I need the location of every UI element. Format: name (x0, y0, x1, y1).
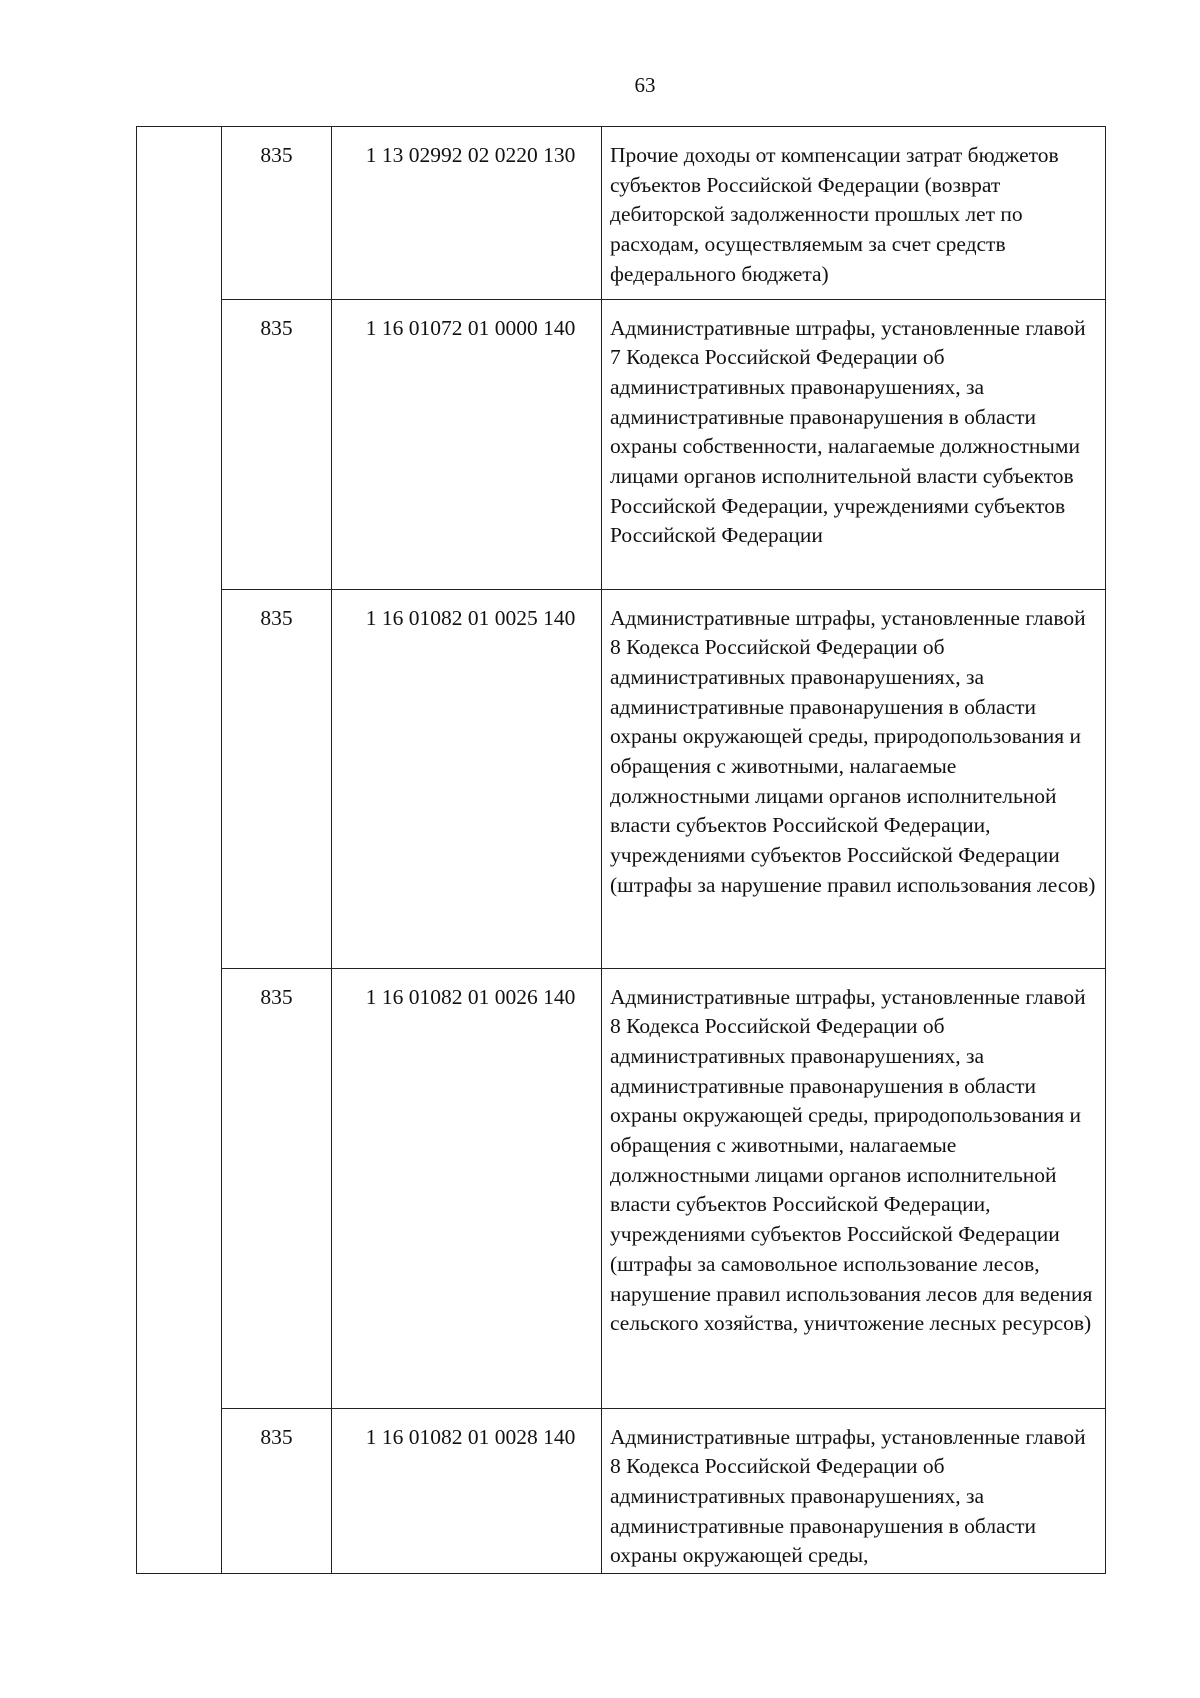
table-row (137, 127, 1106, 300)
table-row (137, 968, 1106, 1408)
budget-code-cell: 1 16 01082 01 0025 140 (332, 589, 602, 968)
budget-code-cell: 1 13 02992 02 0220 130 (332, 127, 602, 300)
budget-code-cell: 1 16 01072 01 0000 140 (332, 299, 602, 589)
description-cell: Административные штрафы, установленные главой 7 Кодекса Российской Федерации об административных правонарушениях, за административные правонарушения в области охраны собственности, налагаемые должностными лицами органов исполнительной власти субъектов Российской Федерации, учреждениями субъектов Российской Федерации (602, 299, 1106, 589)
empty-column-cell (137, 127, 222, 1574)
admin-code-cell: 835 (222, 1408, 332, 1573)
page-number: 63 (634, 73, 656, 97)
budget-code-cell: 1 16 01082 01 0026 140 (332, 968, 602, 1408)
table-row (137, 1408, 1106, 1573)
table-row (137, 299, 1106, 589)
admin-code-cell: 835 (222, 968, 332, 1408)
description-cell: Административные штрафы, установленные главой 8 Кодекса Российской Федерации об административных правонарушениях, за административные правонарушения в области охраны окружающей среды, природопользования и обращения с животными, налагаемые должностными лицами органов исполнительной власти субъектов Российской Федерации, учреждениями субъектов Российской Федерации (штрафы за нарушение правил использования лесов) (602, 589, 1106, 968)
table-row (137, 589, 1106, 968)
description-cell: Административные штрафы, установленные главой 8 Кодекса Российской Федерации об административных правонарушениях, за административные правонарушения в области охраны окружающей среды, (602, 1408, 1106, 1573)
budget-codes-table (136, 126, 1106, 1574)
admin-code-cell: 835 (222, 299, 332, 589)
admin-code-cell: 835 (222, 127, 332, 300)
description-cell: Прочие доходы от компенсации затрат бюджетов субъектов Российской Федерации (возврат дебиторской задолженности прошлых лет по расходам, осуществляемым за счет средств федерального бюджета) (602, 127, 1106, 300)
admin-code-cell: 835 (222, 589, 332, 968)
description-cell: Административные штрафы, установленные главой 8 Кодекса Российской Федерации об административных правонарушениях, за административные правонарушения в области охраны окружающей среды, природопользования и обращения с животными, налагаемые должностными лицами органов исполнительной власти субъектов Российской Федерации, учреждениями субъектов Российской Федерации (штрафы за самовольное использование лесов, нарушение правил использования лесов для ведения сельского хозяйства, уничтожение лесных ресурсов) (602, 968, 1106, 1408)
budget-code-cell: 1 16 01082 01 0028 140 (332, 1408, 602, 1573)
